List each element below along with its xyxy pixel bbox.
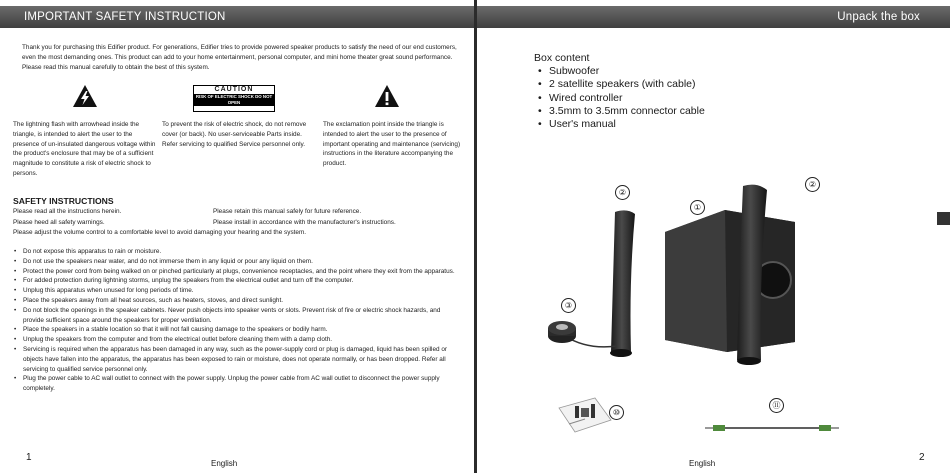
exclamation-warning-text: The exclamation point inside the triangle is intended to alert the user to the presence of important operating and maintenance (servicing) instructions in the literature accompanying the product. bbox=[323, 121, 461, 168]
safety-row-left: Please heed all safety warnings. bbox=[13, 218, 105, 226]
right-header-title: Unpack the box bbox=[837, 11, 920, 23]
list-item: • Protect the power cord from being walked on or pinched particularly at plugs, convenience receptacles, and the point where they exit from the apparatus. bbox=[13, 267, 458, 277]
left-page bbox=[0, 0, 474, 473]
callout-user-manual: ⑩ bbox=[609, 405, 624, 420]
list-item: • Place the speakers away from all heat sources, such as heaters, stoves, and direct sunlight. bbox=[13, 296, 458, 306]
side-tab-marker bbox=[937, 212, 950, 225]
list-item: • Unplug the speakers from the computer and from the electrical outlet before cleaning them with a damp cloth. bbox=[13, 335, 458, 345]
list-item: • Servicing is required when the apparatus has been damaged in any way, such as the power-supply cord or plug is damaged, liquid has been spilled or objects have fallen into the apparatus, the apparatus has been exposed to rain or moisture, does not operate normally, or has been dropped. Refer all servicing to qualified service personnel only. bbox=[13, 345, 458, 374]
safety-row-left: Please adjust the volume control to a comfortable level to avoid damaging your hearing and the system. bbox=[13, 229, 307, 237]
safety-bullet-list bbox=[13, 247, 458, 394]
right-page bbox=[477, 0, 950, 473]
left-header-bar bbox=[0, 6, 474, 28]
right-page-number: 2 bbox=[919, 452, 925, 463]
callout-subwoofer: ① bbox=[690, 200, 705, 215]
caution-label bbox=[193, 85, 275, 112]
caution-title: CAUTION bbox=[214, 86, 254, 93]
electric-shock-warning-text: To prevent the risk of electric shock, do not remove cover (or back). No user-serviceable Parts inside. Refer servicing to qualified Service personnel only. bbox=[162, 121, 307, 148]
speaker-system-illustration bbox=[537, 170, 837, 370]
connector-cable-illustration bbox=[705, 420, 840, 436]
user-manual-illustration bbox=[555, 394, 613, 434]
safety-instructions-title: SAFETY INSTRUCTIONS bbox=[13, 196, 114, 206]
list-item: • For added protection during lightning storms, unplug the speakers from the electrical outlet and turn off the computer. bbox=[13, 276, 458, 286]
list-item: • Subwoofer bbox=[534, 65, 705, 78]
callout-cable: ⑪ bbox=[769, 398, 784, 413]
safety-row-right: Please retain this manual safely for future reference. bbox=[213, 208, 362, 215]
lightning-warning-text: The lightning flash with arrowhead inside the triangle, is intended to alert the user to the presence of un-insulated dangerous voltage within the product's enclosure that may be of a sufficient magnitude to constitute a risk of electric shock to persons. bbox=[13, 121, 156, 177]
left-page-number: 1 bbox=[26, 452, 32, 463]
lightning-warning-icon bbox=[72, 84, 98, 108]
list-item: • Wired controller bbox=[534, 92, 705, 105]
list-item: • Place the speakers in a stable location so that it will not fall causing damage to the speakers or bodily harm. bbox=[13, 325, 458, 335]
box-content-section bbox=[534, 52, 705, 131]
list-item: • Do not block the openings in the speaker cabinets. Never push objects into speaker vents or slots. Prevent risk of fire or electric shock hazards, and provide sufficient space around the speakers for proper ventilation. bbox=[13, 306, 458, 326]
box-content-list bbox=[534, 65, 705, 131]
intro-paragraph: Thank you for purchasing this Edifier product. For generations, Edifier tries to provide powered speaker products to satisfy the need of our end customers, even the most demanding ones. This product can add to your home entertainment, personal computer, and mini home theater great sound performance. Please read this manual carefully to obtain the best of this system. bbox=[22, 44, 457, 71]
left-header-title: IMPORTANT SAFETY INSTRUCTION bbox=[24, 11, 226, 23]
list-item: • Do not use the speakers near water, and do not immerse them in any liquid or pour any liquid on them. bbox=[13, 257, 458, 267]
list-item: • 2 satellite speakers (with cable) bbox=[534, 78, 705, 91]
right-header-bar bbox=[477, 6, 950, 28]
wired-controller bbox=[548, 321, 617, 347]
list-item: • Plug the power cable to AC wall outlet to connect with the power supply. Unplug the power cable from AC wall outlet to disconnect the power supply completely. bbox=[13, 374, 458, 394]
list-item: • User's manual bbox=[534, 118, 705, 131]
safety-row-right: Please install in accordance with the manufacturer's instructions. bbox=[213, 218, 396, 226]
safety-instructions-rows bbox=[13, 207, 463, 239]
safety-row-left: Please read all the instructions herein. bbox=[13, 208, 122, 215]
caution-subtitle: RISK OF ELECTRIC SHOCK DO NOT OPEN bbox=[195, 94, 273, 105]
callout-controller: ③ bbox=[561, 298, 576, 313]
callout-satellite-right: ② bbox=[805, 177, 820, 192]
subwoofer bbox=[665, 210, 795, 352]
list-item: • Do not expose this apparatus to rain or moisture. bbox=[13, 247, 458, 257]
box-content-title: Box content bbox=[534, 52, 590, 64]
left-footer-language: English bbox=[211, 459, 238, 468]
safety-row bbox=[13, 218, 463, 229]
right-footer-language: English bbox=[689, 459, 716, 468]
exclamation-warning-icon bbox=[374, 84, 400, 108]
safety-row bbox=[13, 207, 463, 218]
safety-row bbox=[13, 228, 463, 239]
list-item: • 3.5mm to 3.5mm connector cable bbox=[534, 105, 705, 118]
callout-satellite-left: ② bbox=[615, 185, 630, 200]
list-item: • Unplug this apparatus when unused for long periods of time. bbox=[13, 286, 458, 296]
satellite-speaker-left bbox=[610, 210, 635, 357]
